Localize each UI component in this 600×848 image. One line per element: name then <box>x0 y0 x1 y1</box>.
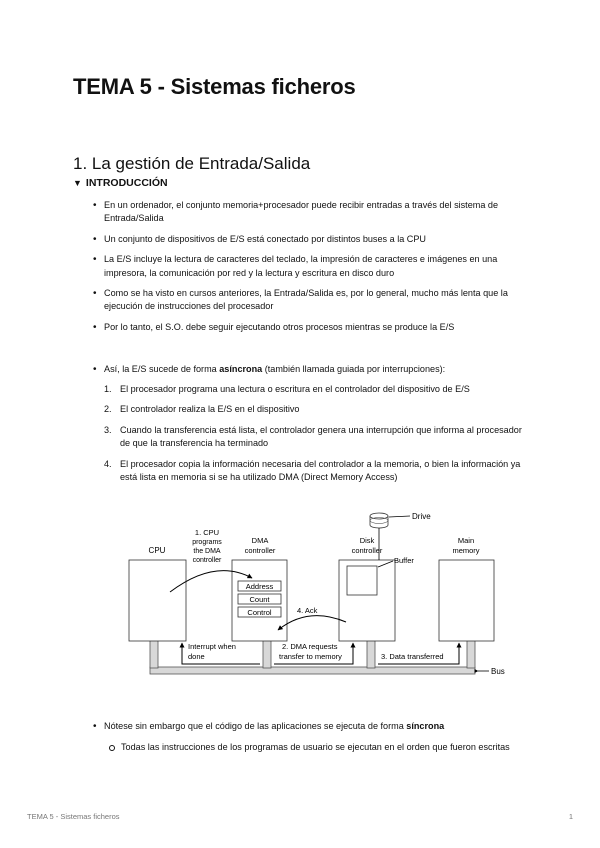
memory-connector <box>467 640 475 668</box>
sync-bullet-list <box>92 720 532 733</box>
async-suffix: (también llamada guiada por interrupciones): <box>262 364 446 374</box>
cpu-box <box>129 560 186 641</box>
step-number: 1. <box>104 384 112 394</box>
interrupt-label-line2: done <box>188 652 205 661</box>
triangle-down-icon[interactable]: ▼ <box>73 178 82 188</box>
buffer-label: Buffer <box>394 556 414 565</box>
bus-label: Bus <box>491 667 505 676</box>
dma-label-line1: DMA <box>251 536 269 545</box>
step2-label-line1: 2. DMA requests <box>282 642 338 651</box>
list-item: • Por lo tanto, el S.O. debe seguir ejecutando otros procesos mientras se produce la E/S <box>92 321 532 334</box>
step-number: 3. <box>104 424 112 435</box>
step1-label-line2: programs <box>192 539 222 546</box>
footer-title: TEMA 5 - Sistemas ficheros <box>27 812 120 821</box>
toggle-heading-label: INTRODUCCIÓN <box>85 177 168 189</box>
step-number: 4. <box>104 458 112 469</box>
step2-label-line2: transfer to memory <box>279 652 342 661</box>
sync-prefix: Nótese sin embargo que el código de las aplicaciones se ejecuta de forma <box>104 721 407 731</box>
async-bold: asíncrona <box>219 364 263 374</box>
list-item: • Como se ha visto en cursos anteriores, la Entrada/Salida es, por lo general, mucho más lenta que la ejecución de instrucciones del procesador <box>92 287 532 314</box>
address-register-label: Address <box>245 582 274 591</box>
main-memory-box <box>439 560 494 641</box>
count-register-label: Count <box>249 595 270 604</box>
step4-label: 4. Ack <box>297 606 318 615</box>
step3-label: 3. Data transferred <box>381 652 444 661</box>
memory-label-line2: memory <box>452 546 480 555</box>
disk-connector <box>367 640 375 668</box>
step1-label-line4: controller <box>192 557 222 564</box>
buffer-box <box>347 566 377 595</box>
drive-pointer-line <box>389 516 410 517</box>
sub-list-item: Todas las instrucciones de los programas de usuario se ejecutan en el orden que fueron escritas <box>108 741 528 754</box>
memory-label-line1: Main <box>457 536 475 545</box>
step-text: El controlador realiza la E/S en el dispositivo <box>120 404 300 415</box>
list-item: • La E/S incluye la lectura de caracteres del teclado, la impresión de caracteres e imágenes en una impresora, la comunicación por red y la lectura y escritura en disco duro <box>92 253 532 280</box>
sync-sub-list <box>108 741 528 754</box>
step-text: Cuando la transferencia está lista, el controlador genera una interrupción que informa al procesador de que la transferencia ha terminado <box>120 424 522 449</box>
page-number: 1 <box>568 812 573 821</box>
cpu-label: CPU <box>148 546 166 555</box>
page-title: TEMA 5 - Sistemas ficheros <box>73 74 356 99</box>
list-item <box>92 720 532 733</box>
list-item: • En un ordenador, el conjunto memoria+procesador puede recibir entradas a través del sistema de Entrada/Salida <box>92 199 532 226</box>
sync-bold: síncrona <box>406 721 445 731</box>
step1-label-line1: 1. CPU <box>194 528 220 537</box>
drive-icon <box>370 513 388 528</box>
step4-arrow <box>278 616 346 630</box>
dma-label-line2: controller <box>244 546 276 555</box>
disk-label-line2: controller <box>351 546 383 555</box>
bus-bar <box>150 667 475 674</box>
cpu-connector <box>150 640 158 668</box>
disk-label-line1: Disk <box>359 536 375 545</box>
list-item: • Un conjunto de dispositivos de E/S está conectado por distintos buses a la CPU <box>92 233 532 246</box>
section-title: 1. La gestión de Entrada/Salida <box>73 154 311 173</box>
step1-label-line3: the DMA <box>193 548 221 555</box>
drive-label: Drive <box>412 512 431 521</box>
step-number: 2. <box>104 404 112 415</box>
interrupt-label-line1: Interrupt when <box>188 642 236 651</box>
control-register-label: Control <box>247 608 272 617</box>
async-prefix: Así, la E/S sucede de forma <box>104 364 220 374</box>
step-text: El procesador copia la información necesaria del controlador a la memoria, o bien la información ya está lista en memoria si se ha utilizado DMA (Direct Memory Access) <box>120 458 521 483</box>
step-text: El procesador programa una lectura o escritura en el controlador del dispositivo de E/S <box>120 384 470 394</box>
dma-connector <box>263 640 271 668</box>
